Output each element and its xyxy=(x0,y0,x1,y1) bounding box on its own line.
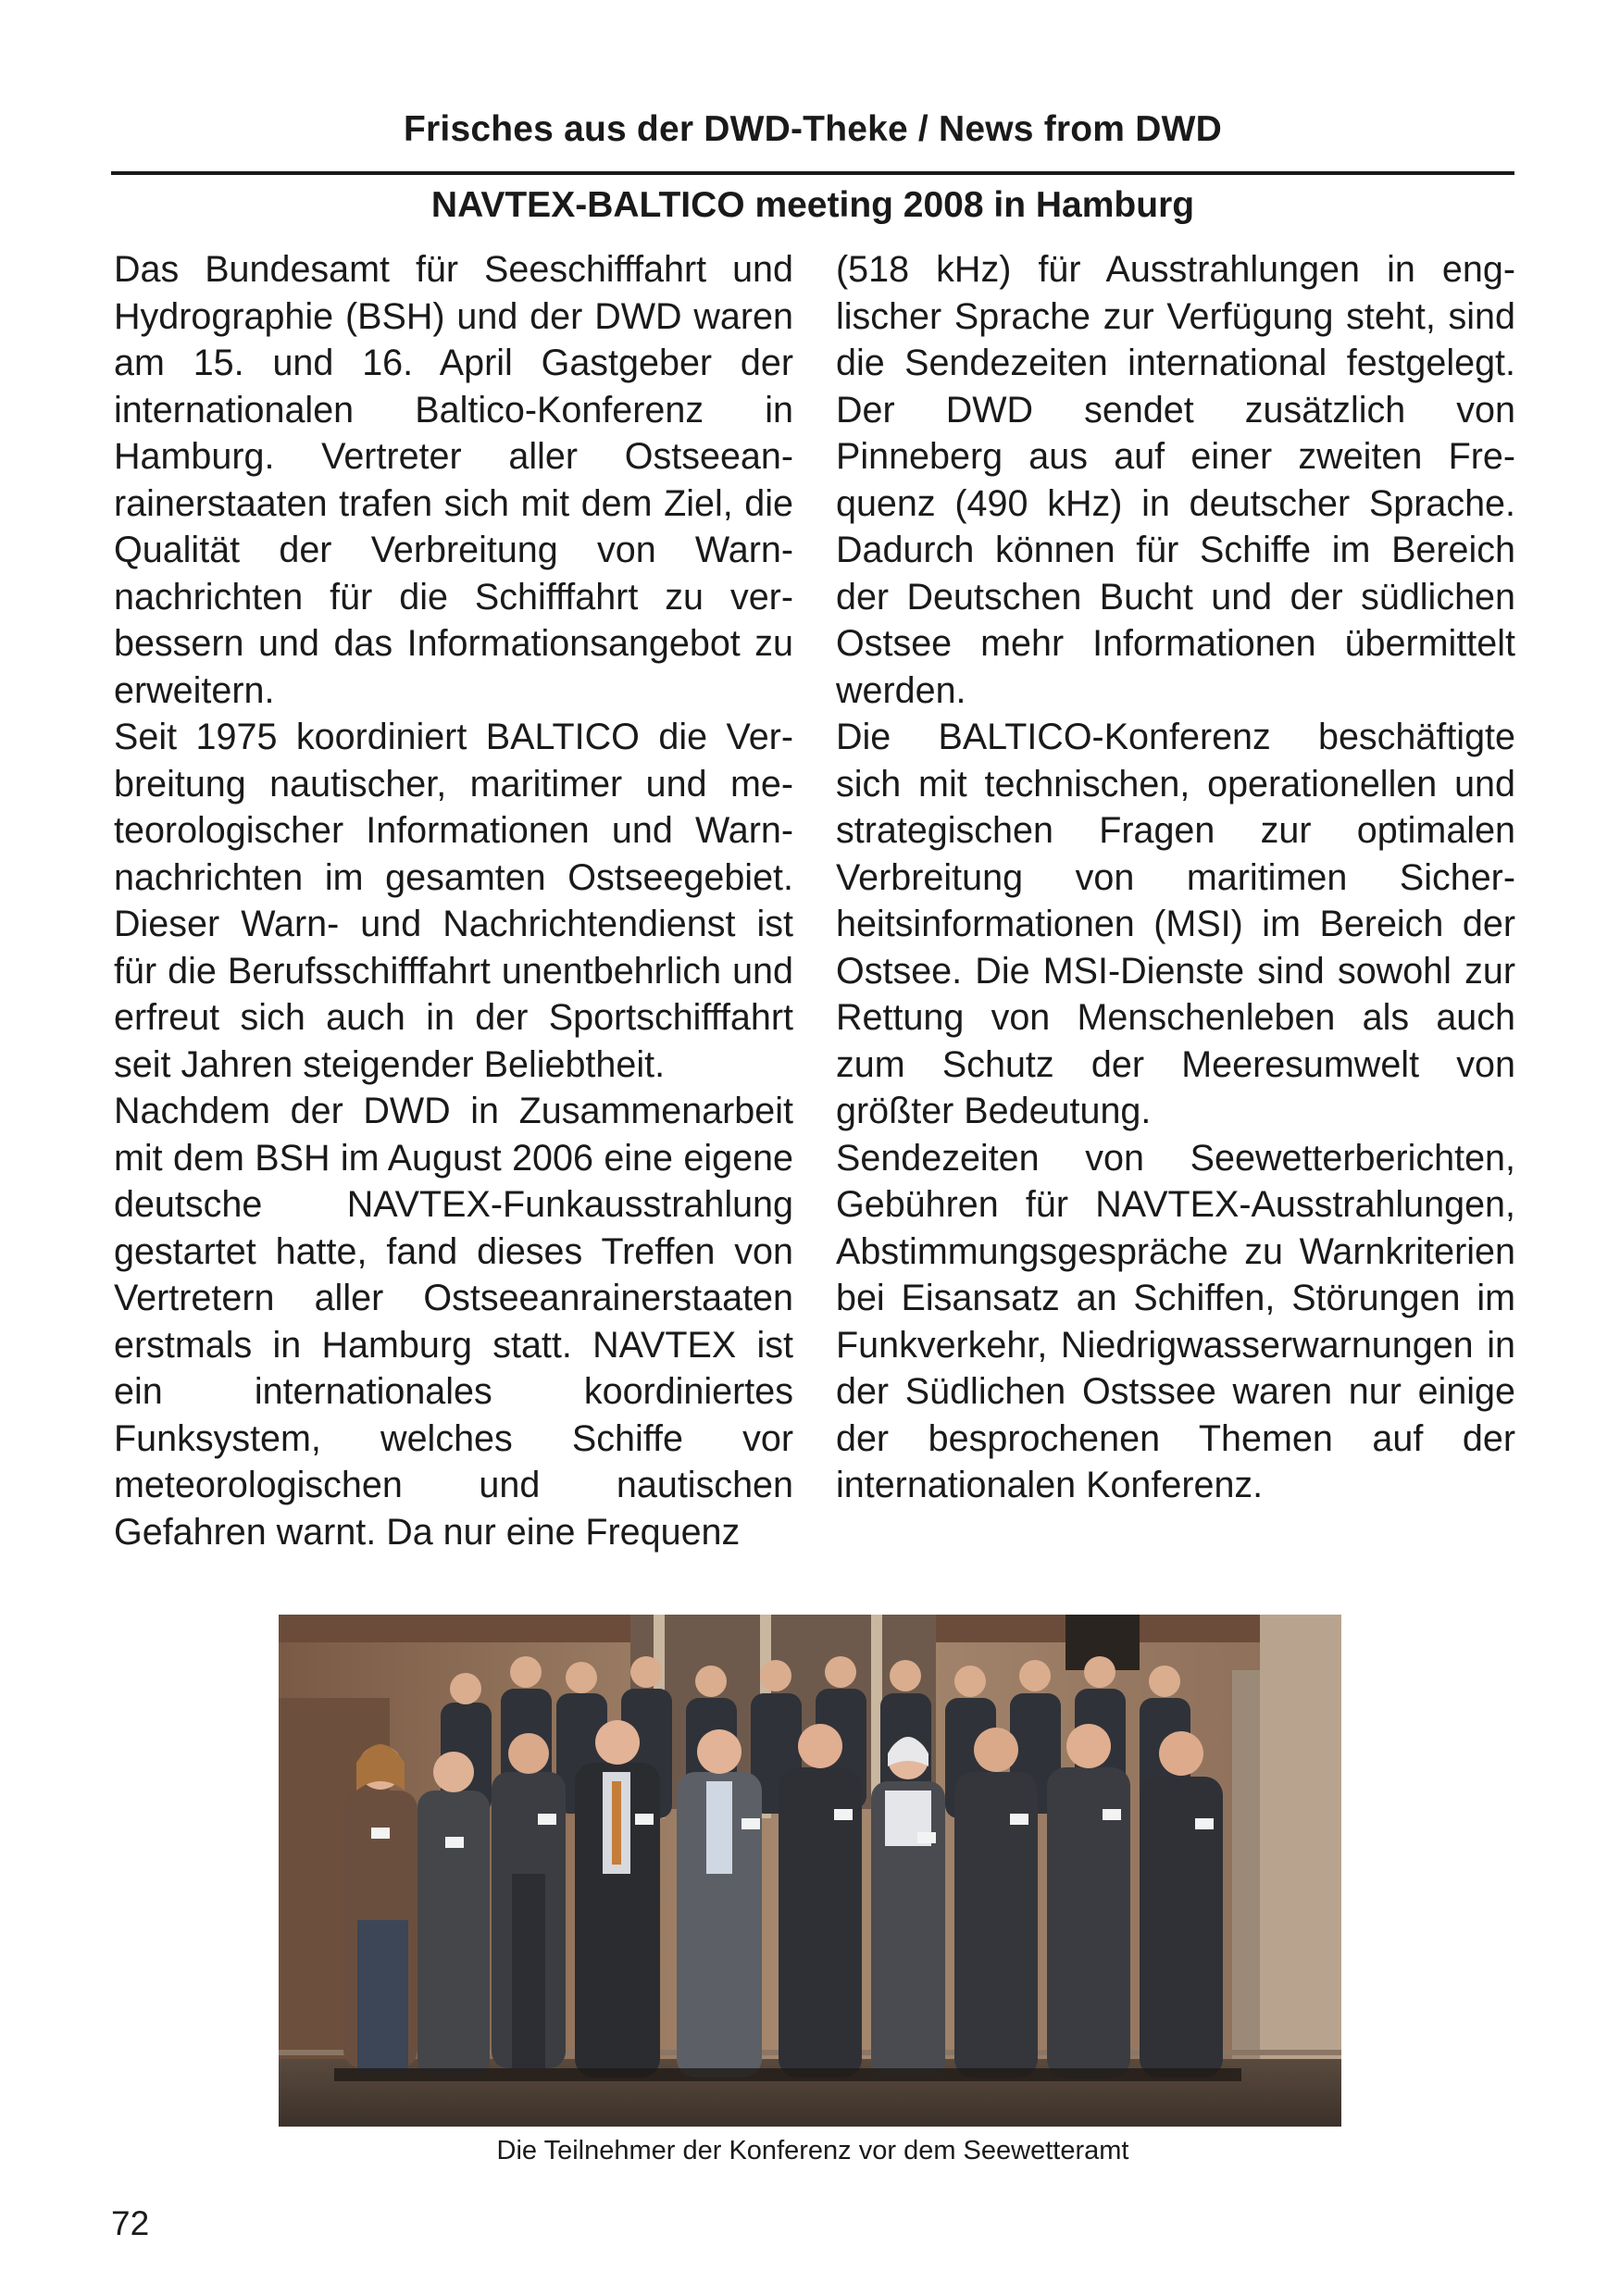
left-column xyxy=(114,246,793,1555)
photo-caption: Die Teilnehmer der Konferenz vor dem Seewetteramt xyxy=(496,2136,1129,2165)
page-number: 72 xyxy=(111,2204,150,2242)
right-column xyxy=(836,246,1515,1509)
paragraph: Nachdem der DWD in Zusammenarbeit mit dem BSH im August 2006 eine eigene deutsche NAVTEX-Funkausstrahlung gestartet hatte, fand dieses Treffen von Vertretern aller Ostseeanrainerstaaten erstmals in Hamburg statt. NAVTEX ist ein internationales koordiniertes Funksystem, welches Schiffe vor meteorologischen und nautischen Gefahren warnt. Da nur eine Frequenz xyxy=(114,1091,793,1553)
header-rule xyxy=(111,171,1514,175)
paragraph: Seit 1975 koordiniert BALTICO die Verbreitung nautischer, maritimer und meteorologischer Informationen und Warnnachrichten im gesamten Ostseegebiet. Dieser Warn- und Nachrichtendienst ist für die Berufsschifffahrt unentbehrlich und erfreut sich auch in der Sportschifffahrt seit Jahren steigender Beliebtheit. xyxy=(114,717,793,1085)
paragraph: Die BALTICO-Konferenz beschäftigte sich mit technischen, operationellen und strategischen Fragen zur optimalen Verbreitung von maritimen Sicherheitsinformationen (MSI) im Bereich der Ostsee. Die MSI-Dienste sind sowohl zur Rettung von Menschenleben als auch zum Schutz der Meeresumwelt von größter Bedeutung. xyxy=(836,717,1515,1131)
paragraph: (518 kHz) für Ausstrahlungen in englischer Sprache zur Verfügung steht, sind die Sendezeiten international festgelegt. Der DWD sendet zusätzlich von Pinneberg aus auf einer zweiten Frequenz (490 kHz) in deutscher Sprache. Dadurch können für Schiffe im Bereich der Deutschen Bucht und der südlichen Ostsee mehr Informationen übermittelt werden. xyxy=(836,249,1515,711)
article-title: NAVTEX-BALTICO meeting 2008 in Hamburg xyxy=(430,185,1195,225)
running-header: Frisches aus der DWD-Theke / News from DWD xyxy=(404,109,1222,149)
paragraph: Sendezeiten von Seewetterberichten, Gebühren für NAVTEX-Ausstrahlungen, Abstimmungsgespräche zu Warnkriterien bei Eisansatz an Schiffen, Störungen im Funkverkehr, Niedrigwasserwarnungen in der Südlichen Ostssee waren nur einige der besprochenen Themen auf der internationalen Konferenz. xyxy=(836,1137,1515,1505)
paragraph: Das Bundesamt für Seeschifffahrt und Hydrographie (BSH) und der DWD waren am 15. und 16. April Gastgeber der internationalen Baltico-Konferenz in Hamburg. Vertreter aller Ostseeanrainerstaaten trafen sich mit dem Ziel, die Qualität der Verbreitung von Warnnachrichten für die Schifffahrt zu verbessern und das Informationsangebot zu erweitern. xyxy=(114,249,793,711)
group-photo xyxy=(279,1615,1341,2127)
